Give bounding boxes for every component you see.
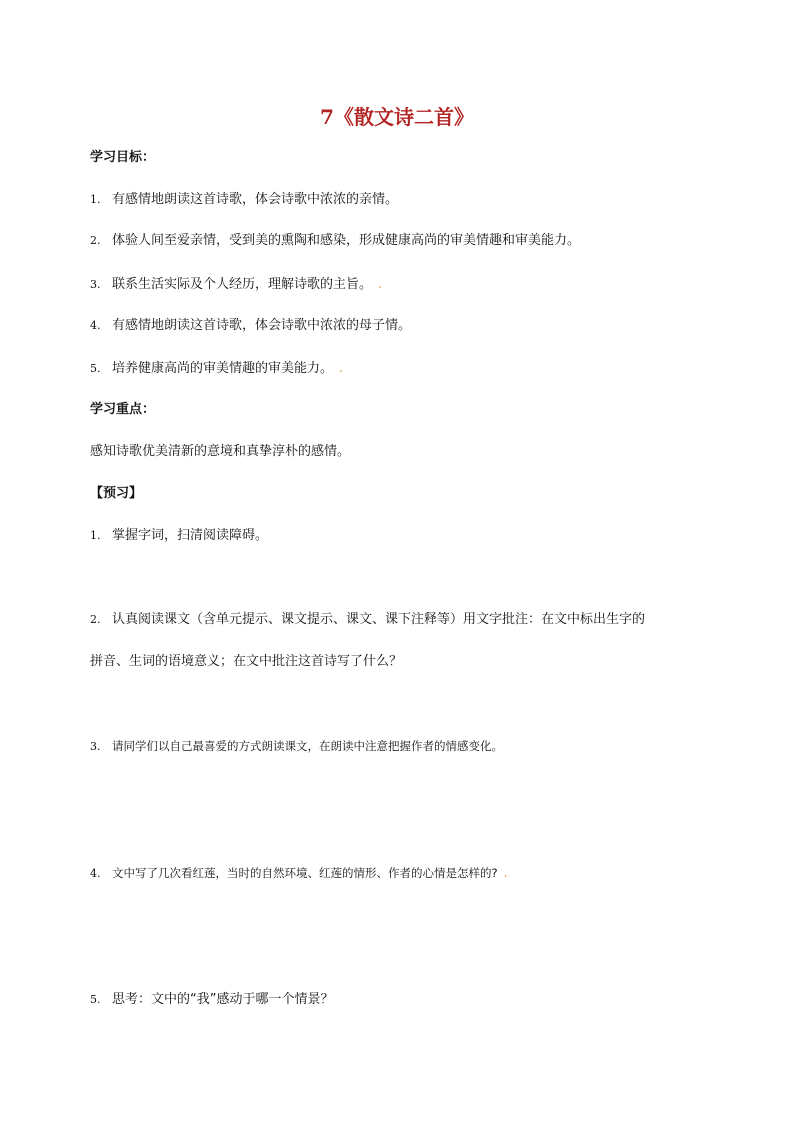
preview-item-5 — [90, 992, 333, 1008]
preview-item-4 — [90, 865, 507, 882]
goal-text: 体验人间至爱亲情，受到美的熏陶和感染，形成健康高尚的审美情趣和审美能力。 — [112, 233, 581, 248]
preview-number: 3. — [90, 740, 101, 753]
preview-heading: 【预习】 — [90, 486, 143, 501]
goal-number: 5. — [90, 362, 101, 375]
preview-text: 掌握字词，扫清阅读障碍。 — [112, 528, 269, 543]
preview-text: 请同学们以自己最喜爱的方式朗读课文，在朗读中注意把握作者的情感变化。 — [112, 739, 503, 753]
preview-item-3 — [90, 738, 503, 755]
annotation-mark: . — [503, 866, 508, 880]
annotation-mark: . — [378, 277, 382, 291]
goal-number: 3. — [90, 278, 101, 291]
preview-text: 认真阅读课文（含单元提示、课文提示、课文、课下注释等）用文字批注：在文中标出生字的 — [112, 612, 646, 627]
goal-number: 2. — [90, 234, 101, 247]
preview-number: 4. — [90, 867, 101, 880]
goal-text: 联系生活实际及个人经历，理解诗歌的主旨。 — [112, 277, 373, 292]
preview-text: 思考：文中的“我”感动于哪一个情景？ — [112, 992, 334, 1007]
preview-text: 文中写了几次看红莲，当时的自然环境、红莲的情形、作者的心情是怎样的? — [112, 866, 498, 880]
preview-item-1 — [90, 528, 268, 544]
key-points-text: 感知诗歌优美清新的意境和真挚淳朴的感情。 — [90, 444, 351, 459]
preview-item-2-continuation: 拼音、生词的语境意义；在文中批注这首诗写了什么？ — [90, 654, 403, 669]
goal-item-3 — [90, 276, 382, 293]
preview-number: 2. — [90, 613, 101, 626]
goal-item-4 — [90, 318, 411, 334]
goal-text: 有感情地朗读这首诗歌，体会诗歌中浓浓的母子情。 — [112, 318, 412, 333]
annotation-mark: . — [339, 361, 343, 375]
goal-item-1 — [90, 192, 398, 208]
goal-item-5 — [90, 360, 343, 377]
goal-text: 有感情地朗读这首诗歌，体会诗歌中浓浓的亲情。 — [112, 192, 399, 207]
preview-number: 5. — [90, 993, 101, 1006]
goal-item-2 — [90, 233, 580, 249]
page-title: 7《散文诗二首》 — [320, 105, 474, 129]
goal-number: 4. — [90, 319, 101, 332]
goal-number: 1. — [90, 193, 101, 206]
preview-number: 1. — [90, 529, 101, 542]
goal-text: 培养健康高尚的审美情趣的审美能力。 — [112, 361, 334, 376]
key-points-heading: 学习重点： — [90, 402, 156, 417]
goals-heading: 学习目标： — [90, 150, 156, 165]
preview-item-2 — [90, 612, 645, 628]
